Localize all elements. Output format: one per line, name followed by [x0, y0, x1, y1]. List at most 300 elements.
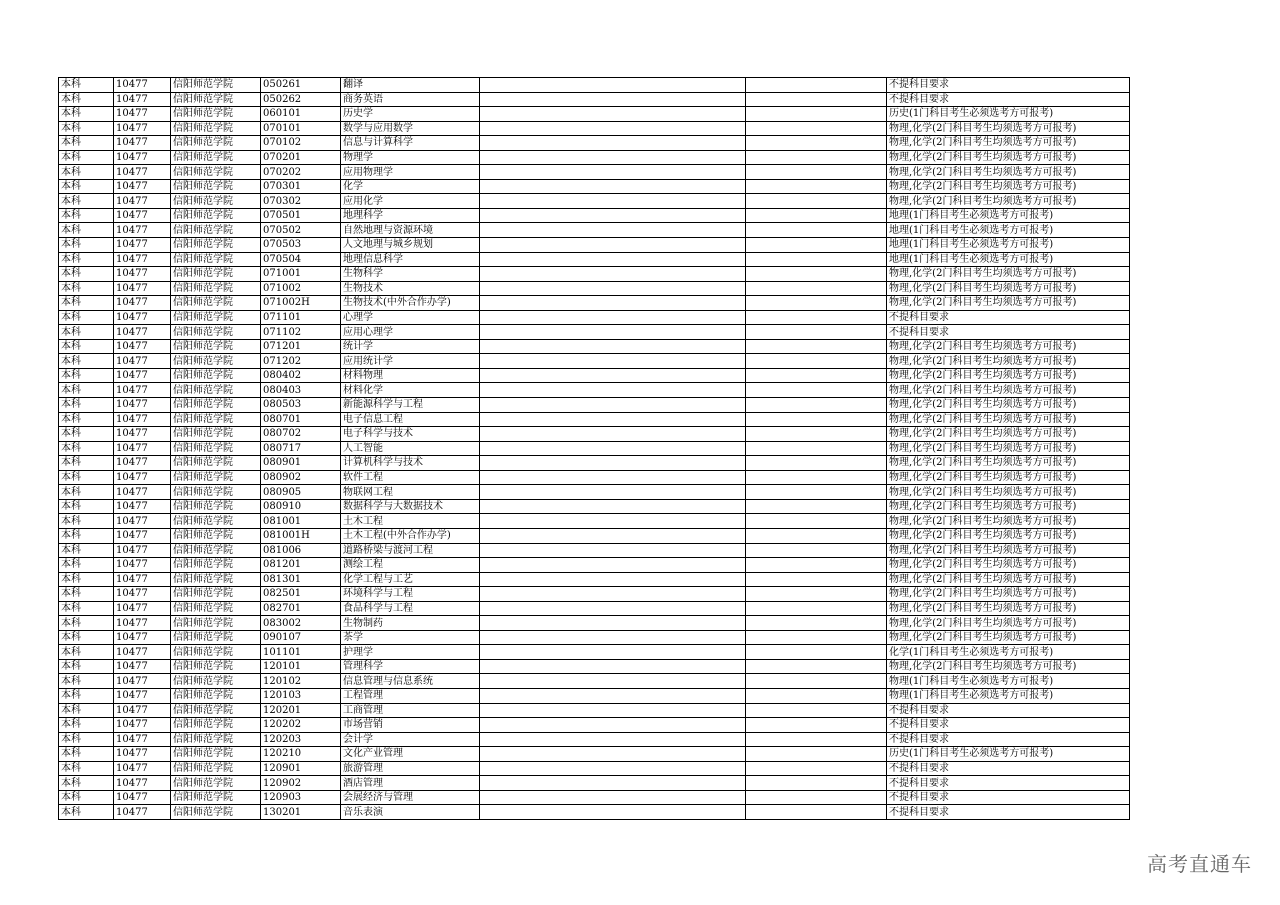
- major-name-cell: 应用心理学: [341, 325, 480, 340]
- blank-cell: [746, 310, 887, 325]
- major-name-cell: 电子科学与技术: [341, 427, 480, 442]
- major-name-cell: 心理学: [341, 310, 480, 325]
- table-row: [59, 645, 1130, 660]
- school-name-cell: 信阳师范学院: [171, 485, 261, 500]
- major-code-cell: 120202: [261, 718, 341, 733]
- major-code-cell: 080403: [261, 383, 341, 398]
- major-code-cell: 080902: [261, 470, 341, 485]
- requirement-cell: 物理,化学(2门科目考生均须选考方可报考): [887, 514, 1130, 529]
- table-row: [59, 368, 1130, 383]
- table-row: [59, 150, 1130, 165]
- requirement-cell: 历史(1门科目考生必须选考方可报考): [887, 107, 1130, 122]
- blank-cell: [746, 354, 887, 369]
- level-cell: 本科: [59, 616, 114, 631]
- requirement-cell: 物理,化学(2门科目考生均须选考方可报考): [887, 339, 1130, 354]
- school-name-cell: 信阳师范学院: [171, 267, 261, 282]
- major-code-cell: 120901: [261, 761, 341, 776]
- table-row: [59, 208, 1130, 223]
- major-name-cell: 生物科学: [341, 267, 480, 282]
- major-name-cell: 管理科学: [341, 659, 480, 674]
- school-code-cell: 10477: [114, 121, 171, 136]
- blank-cell: [480, 659, 746, 674]
- major-code-cell: 050262: [261, 92, 341, 107]
- level-cell: 本科: [59, 310, 114, 325]
- table-row: [59, 121, 1130, 136]
- school-code-cell: 10477: [114, 412, 171, 427]
- school-name-cell: 信阳师范学院: [171, 776, 261, 791]
- major-code-cell: 070102: [261, 136, 341, 151]
- school-name-cell: 信阳师范学院: [171, 252, 261, 267]
- school-name-cell: 信阳师范学院: [171, 223, 261, 238]
- school-code-cell: 10477: [114, 776, 171, 791]
- school-code-cell: 10477: [114, 674, 171, 689]
- school-name-cell: 信阳师范学院: [171, 165, 261, 180]
- level-cell: 本科: [59, 92, 114, 107]
- major-name-cell: 生物制药: [341, 616, 480, 631]
- level-cell: 本科: [59, 645, 114, 660]
- school-code-cell: 10477: [114, 528, 171, 543]
- blank-cell: [480, 223, 746, 238]
- requirement-cell: 物理,化学(2门科目考生均须选考方可报考): [887, 528, 1130, 543]
- blank-cell: [480, 441, 746, 456]
- table-row: [59, 310, 1130, 325]
- table-row: [59, 194, 1130, 209]
- blank-cell: [480, 732, 746, 747]
- level-cell: 本科: [59, 674, 114, 689]
- level-cell: 本科: [59, 441, 114, 456]
- requirement-cell: 物理,化学(2门科目考生均须选考方可报考): [887, 499, 1130, 514]
- level-cell: 本科: [59, 630, 114, 645]
- major-name-cell: 测绘工程: [341, 558, 480, 573]
- blank-cell: [746, 485, 887, 500]
- level-cell: 本科: [59, 572, 114, 587]
- major-code-cell: 070504: [261, 252, 341, 267]
- major-name-cell: 道路桥梁与渡河工程: [341, 543, 480, 558]
- blank-cell: [746, 325, 887, 340]
- blank-cell: [480, 601, 746, 616]
- school-code-cell: 10477: [114, 572, 171, 587]
- blank-cell: [480, 747, 746, 762]
- major-code-cell: 081001: [261, 514, 341, 529]
- table-row: [59, 281, 1130, 296]
- level-cell: 本科: [59, 150, 114, 165]
- blank-cell: [746, 703, 887, 718]
- blank-cell: [746, 645, 887, 660]
- major-name-cell: 自然地理与资源环境: [341, 223, 480, 238]
- major-code-cell: 070202: [261, 165, 341, 180]
- major-code-cell: 081006: [261, 543, 341, 558]
- major-name-cell: 土木工程: [341, 514, 480, 529]
- blank-cell: [480, 136, 746, 151]
- school-name-cell: 信阳师范学院: [171, 718, 261, 733]
- table-row: [59, 718, 1130, 733]
- major-name-cell: 食品科学与工程: [341, 601, 480, 616]
- table-row: [59, 470, 1130, 485]
- requirement-cell: 物理,化学(2门科目考生均须选考方可报考): [887, 165, 1130, 180]
- blank-cell: [480, 558, 746, 573]
- school-name-cell: 信阳师范学院: [171, 659, 261, 674]
- blank-cell: [746, 427, 887, 442]
- school-code-cell: 10477: [114, 354, 171, 369]
- level-cell: 本科: [59, 136, 114, 151]
- school-name-cell: 信阳师范学院: [171, 325, 261, 340]
- school-name-cell: 信阳师范学院: [171, 601, 261, 616]
- table-row: [59, 383, 1130, 398]
- blank-cell: [480, 398, 746, 413]
- table-body: [59, 78, 1130, 820]
- level-cell: 本科: [59, 601, 114, 616]
- school-code-cell: 10477: [114, 325, 171, 340]
- requirement-cell: 物理,化学(2门科目考生均须选考方可报考): [887, 281, 1130, 296]
- table-row: [59, 747, 1130, 762]
- major-name-cell: 物理学: [341, 150, 480, 165]
- table-row: [59, 78, 1130, 93]
- blank-cell: [746, 238, 887, 253]
- school-name-cell: 信阳师范学院: [171, 398, 261, 413]
- level-cell: 本科: [59, 179, 114, 194]
- blank-cell: [480, 572, 746, 587]
- major-name-cell: 计算机科学与技术: [341, 456, 480, 471]
- major-name-cell: 人文地理与城乡规划: [341, 238, 480, 253]
- level-cell: 本科: [59, 78, 114, 93]
- blank-cell: [746, 92, 887, 107]
- major-name-cell: 工商管理: [341, 703, 480, 718]
- blank-cell: [480, 267, 746, 282]
- blank-cell: [746, 572, 887, 587]
- watermark-text: 高考直通车: [1147, 852, 1252, 876]
- major-code-cell: 120903: [261, 790, 341, 805]
- level-cell: 本科: [59, 514, 114, 529]
- level-cell: 本科: [59, 718, 114, 733]
- school-name-cell: 信阳师范学院: [171, 732, 261, 747]
- school-code-cell: 10477: [114, 616, 171, 631]
- level-cell: 本科: [59, 194, 114, 209]
- level-cell: 本科: [59, 703, 114, 718]
- blank-cell: [480, 790, 746, 805]
- blank-cell: [746, 121, 887, 136]
- requirement-cell: 物理,化学(2门科目考生均须选考方可报考): [887, 194, 1130, 209]
- level-cell: 本科: [59, 398, 114, 413]
- table-row: [59, 107, 1130, 122]
- level-cell: 本科: [59, 805, 114, 820]
- table-row: [59, 267, 1130, 282]
- requirement-cell: 不提科目要求: [887, 718, 1130, 733]
- table-row: [59, 558, 1130, 573]
- major-code-cell: 071201: [261, 339, 341, 354]
- level-cell: 本科: [59, 427, 114, 442]
- blank-cell: [480, 674, 746, 689]
- school-code-cell: 10477: [114, 645, 171, 660]
- requirement-cell: 物理,化学(2门科目考生均须选考方可报考): [887, 383, 1130, 398]
- table-row: [59, 587, 1130, 602]
- blank-cell: [746, 587, 887, 602]
- school-code-cell: 10477: [114, 194, 171, 209]
- level-cell: 本科: [59, 543, 114, 558]
- blank-cell: [746, 267, 887, 282]
- blank-cell: [480, 252, 746, 267]
- school-name-cell: 信阳师范学院: [171, 150, 261, 165]
- school-name-cell: 信阳师范学院: [171, 645, 261, 660]
- major-name-cell: 生物技术: [341, 281, 480, 296]
- level-cell: 本科: [59, 354, 114, 369]
- table-row: [59, 412, 1130, 427]
- school-code-cell: 10477: [114, 223, 171, 238]
- requirement-cell: 地理(1门科目考生必须选考方可报考): [887, 223, 1130, 238]
- major-name-cell: 数学与应用数学: [341, 121, 480, 136]
- blank-cell: [746, 252, 887, 267]
- table-row: [59, 427, 1130, 442]
- blank-cell: [746, 107, 887, 122]
- school-name-cell: 信阳师范学院: [171, 107, 261, 122]
- table-row: [59, 165, 1130, 180]
- blank-cell: [746, 776, 887, 791]
- major-code-cell: 120101: [261, 659, 341, 674]
- blank-cell: [746, 528, 887, 543]
- major-name-cell: 应用物理学: [341, 165, 480, 180]
- major-name-cell: 工程管理: [341, 688, 480, 703]
- requirement-cell: 不提科目要求: [887, 310, 1130, 325]
- major-name-cell: 护理学: [341, 645, 480, 660]
- school-code-cell: 10477: [114, 456, 171, 471]
- school-code-cell: 10477: [114, 805, 171, 820]
- school-code-cell: 10477: [114, 703, 171, 718]
- major-code-cell: 071001: [261, 267, 341, 282]
- blank-cell: [480, 238, 746, 253]
- level-cell: 本科: [59, 412, 114, 427]
- blank-cell: [480, 194, 746, 209]
- blank-cell: [746, 761, 887, 776]
- table-row: [59, 805, 1130, 820]
- school-code-cell: 10477: [114, 78, 171, 93]
- major-code-cell: 120103: [261, 688, 341, 703]
- major-name-cell: 软件工程: [341, 470, 480, 485]
- table-row: [59, 732, 1130, 747]
- major-code-cell: 090107: [261, 630, 341, 645]
- requirement-cell: 物理,化学(2门科目考生均须选考方可报考): [887, 470, 1130, 485]
- major-code-cell: 081201: [261, 558, 341, 573]
- school-name-cell: 信阳师范学院: [171, 558, 261, 573]
- blank-cell: [746, 208, 887, 223]
- major-name-cell: 翻译: [341, 78, 480, 93]
- requirement-cell: 物理,化学(2门科目考生均须选考方可报考): [887, 136, 1130, 151]
- table-row: [59, 223, 1130, 238]
- blank-cell: [480, 456, 746, 471]
- blank-cell: [480, 587, 746, 602]
- requirement-cell: 物理,化学(2门科目考生均须选考方可报考): [887, 659, 1130, 674]
- major-code-cell: 083002: [261, 616, 341, 631]
- blank-cell: [480, 543, 746, 558]
- blank-cell: [746, 747, 887, 762]
- major-code-cell: 101101: [261, 645, 341, 660]
- major-name-cell: 茶学: [341, 630, 480, 645]
- major-code-cell: 080910: [261, 499, 341, 514]
- blank-cell: [480, 688, 746, 703]
- table-row: [59, 441, 1130, 456]
- school-code-cell: 10477: [114, 747, 171, 762]
- blank-cell: [746, 456, 887, 471]
- major-name-cell: 地理信息科学: [341, 252, 480, 267]
- school-name-cell: 信阳师范学院: [171, 630, 261, 645]
- major-code-cell: 120102: [261, 674, 341, 689]
- level-cell: 本科: [59, 790, 114, 805]
- blank-cell: [746, 659, 887, 674]
- school-code-cell: 10477: [114, 281, 171, 296]
- blank-cell: [480, 310, 746, 325]
- major-code-cell: 120902: [261, 776, 341, 791]
- school-name-cell: 信阳师范学院: [171, 412, 261, 427]
- major-name-cell: 应用统计学: [341, 354, 480, 369]
- school-name-cell: 信阳师范学院: [171, 514, 261, 529]
- level-cell: 本科: [59, 281, 114, 296]
- table-row: [59, 543, 1130, 558]
- major-name-cell: 历史学: [341, 107, 480, 122]
- blank-cell: [746, 718, 887, 733]
- requirement-cell: 物理,化学(2门科目考生均须选考方可报考): [887, 572, 1130, 587]
- level-cell: 本科: [59, 368, 114, 383]
- blank-cell: [480, 470, 746, 485]
- requirement-cell: 物理,化学(2门科目考生均须选考方可报考): [887, 587, 1130, 602]
- major-name-cell: 新能源科学与工程: [341, 398, 480, 413]
- subject-requirements-table: [58, 77, 1130, 820]
- school-code-cell: 10477: [114, 238, 171, 253]
- blank-cell: [746, 412, 887, 427]
- blank-cell: [746, 543, 887, 558]
- major-code-cell: 080702: [261, 427, 341, 442]
- blank-cell: [746, 78, 887, 93]
- school-code-cell: 10477: [114, 732, 171, 747]
- major-code-cell: 080905: [261, 485, 341, 500]
- school-code-cell: 10477: [114, 499, 171, 514]
- major-name-cell: 电子信息工程: [341, 412, 480, 427]
- school-name-cell: 信阳师范学院: [171, 179, 261, 194]
- requirement-cell: 物理,化学(2门科目考生均须选考方可报考): [887, 441, 1130, 456]
- school-code-cell: 10477: [114, 630, 171, 645]
- table-row: [59, 485, 1130, 500]
- school-code-cell: 10477: [114, 470, 171, 485]
- blank-cell: [746, 558, 887, 573]
- blank-cell: [480, 339, 746, 354]
- school-name-cell: 信阳师范学院: [171, 572, 261, 587]
- level-cell: 本科: [59, 238, 114, 253]
- major-code-cell: 070101: [261, 121, 341, 136]
- blank-cell: [746, 223, 887, 238]
- major-name-cell: 数据科学与大数据技术: [341, 499, 480, 514]
- blank-cell: [480, 165, 746, 180]
- requirement-cell: 物理,化学(2门科目考生均须选考方可报考): [887, 398, 1130, 413]
- major-name-cell: 商务英语: [341, 92, 480, 107]
- major-code-cell: 070501: [261, 208, 341, 223]
- table-row: [59, 499, 1130, 514]
- school-name-cell: 信阳师范学院: [171, 281, 261, 296]
- blank-cell: [480, 528, 746, 543]
- requirement-cell: 物理,化学(2门科目考生均须选考方可报考): [887, 354, 1130, 369]
- school-code-cell: 10477: [114, 688, 171, 703]
- major-code-cell: 071202: [261, 354, 341, 369]
- blank-cell: [746, 136, 887, 151]
- blank-cell: [480, 296, 746, 311]
- school-name-cell: 信阳师范学院: [171, 238, 261, 253]
- major-name-cell: 旅游管理: [341, 761, 480, 776]
- major-name-cell: 人工智能: [341, 441, 480, 456]
- major-name-cell: 环境科学与工程: [341, 587, 480, 602]
- major-code-cell: 071101: [261, 310, 341, 325]
- school-code-cell: 10477: [114, 296, 171, 311]
- major-name-cell: 化学: [341, 179, 480, 194]
- blank-cell: [746, 688, 887, 703]
- major-name-cell: 土木工程(中外合作办学): [341, 528, 480, 543]
- blank-cell: [480, 92, 746, 107]
- school-code-cell: 10477: [114, 208, 171, 223]
- blank-cell: [480, 718, 746, 733]
- requirement-cell: 物理,化学(2门科目考生均须选考方可报考): [887, 267, 1130, 282]
- school-code-cell: 10477: [114, 514, 171, 529]
- major-code-cell: 050261: [261, 78, 341, 93]
- school-name-cell: 信阳师范学院: [171, 92, 261, 107]
- blank-cell: [480, 703, 746, 718]
- table-row: [59, 339, 1130, 354]
- level-cell: 本科: [59, 456, 114, 471]
- level-cell: 本科: [59, 776, 114, 791]
- school-name-cell: 信阳师范学院: [171, 688, 261, 703]
- major-code-cell: 082501: [261, 587, 341, 602]
- blank-cell: [480, 514, 746, 529]
- table-row: [59, 514, 1130, 529]
- table-row: [59, 179, 1130, 194]
- requirement-cell: 物理,化学(2门科目考生均须选考方可报考): [887, 630, 1130, 645]
- requirement-cell: 物理,化学(2门科目考生均须选考方可报考): [887, 543, 1130, 558]
- school-name-cell: 信阳师范学院: [171, 528, 261, 543]
- school-name-cell: 信阳师范学院: [171, 296, 261, 311]
- blank-cell: [746, 165, 887, 180]
- school-name-cell: 信阳师范学院: [171, 587, 261, 602]
- major-name-cell: 信息与计算科学: [341, 136, 480, 151]
- school-name-cell: 信阳师范学院: [171, 470, 261, 485]
- blank-cell: [746, 150, 887, 165]
- requirement-cell: 物理,化学(2门科目考生均须选考方可报考): [887, 121, 1130, 136]
- requirement-cell: 物理,化学(2门科目考生均须选考方可报考): [887, 616, 1130, 631]
- requirement-cell: 物理,化学(2门科目考生均须选考方可报考): [887, 558, 1130, 573]
- table-row: [59, 659, 1130, 674]
- major-name-cell: 会计学: [341, 732, 480, 747]
- major-name-cell: 材料物理: [341, 368, 480, 383]
- major-name-cell: 文化产业管理: [341, 747, 480, 762]
- major-name-cell: 化学工程与工艺: [341, 572, 480, 587]
- requirement-cell: 不提科目要求: [887, 703, 1130, 718]
- blank-cell: [746, 470, 887, 485]
- major-code-cell: 120203: [261, 732, 341, 747]
- major-name-cell: 酒店管理: [341, 776, 480, 791]
- school-name-cell: 信阳师范学院: [171, 310, 261, 325]
- major-name-cell: 市场营销: [341, 718, 480, 733]
- table-row: [59, 761, 1130, 776]
- table-row: [59, 252, 1130, 267]
- school-code-cell: 10477: [114, 587, 171, 602]
- requirement-cell: 物理,化学(2门科目考生均须选考方可报考): [887, 296, 1130, 311]
- blank-cell: [480, 776, 746, 791]
- blank-cell: [480, 107, 746, 122]
- requirement-cell: 化学(1门科目考生必须选考方可报考): [887, 645, 1130, 660]
- level-cell: 本科: [59, 267, 114, 282]
- school-name-cell: 信阳师范学院: [171, 805, 261, 820]
- blank-cell: [746, 630, 887, 645]
- table-row: [59, 354, 1130, 369]
- major-code-cell: 070201: [261, 150, 341, 165]
- table-row: [59, 528, 1130, 543]
- table-row: [59, 790, 1130, 805]
- school-code-cell: 10477: [114, 368, 171, 383]
- level-cell: 本科: [59, 223, 114, 238]
- level-cell: 本科: [59, 747, 114, 762]
